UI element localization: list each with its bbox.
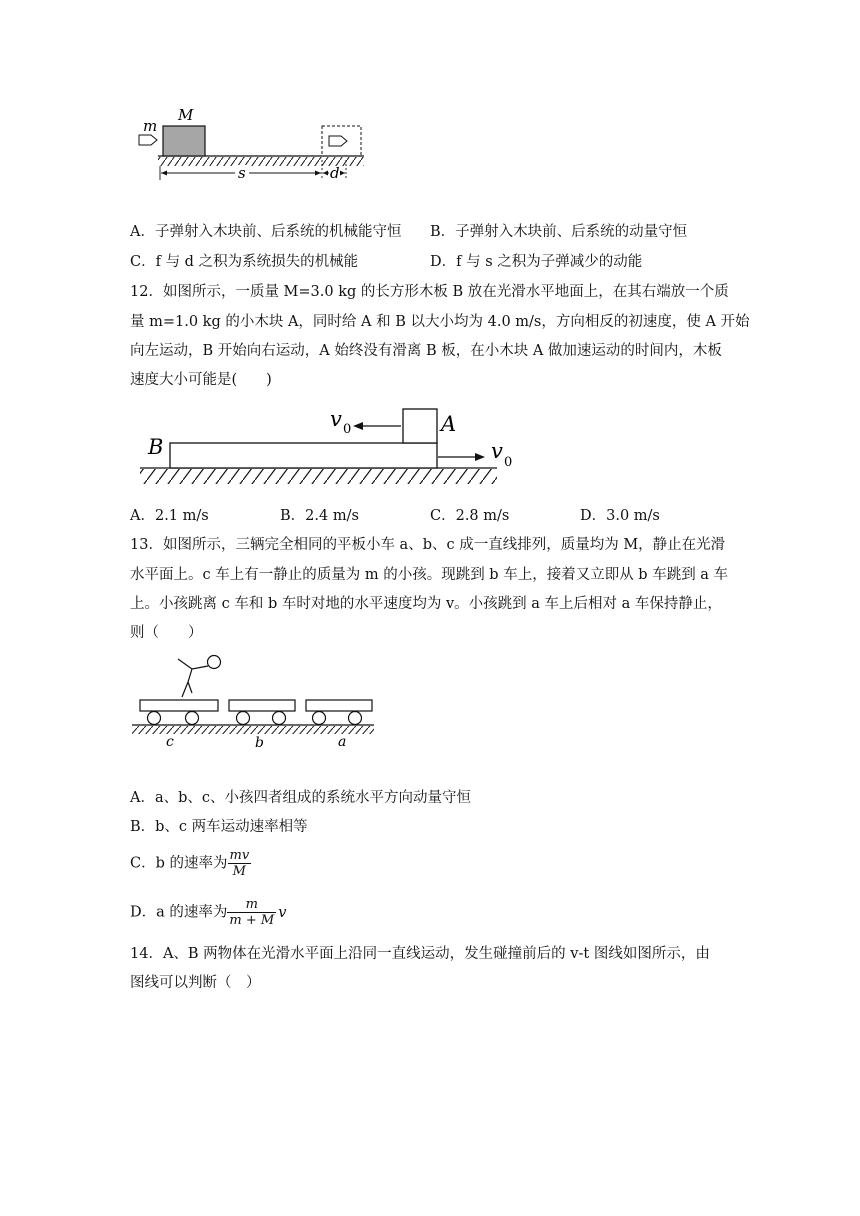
- q12-line-2: 量 m=1.0 kg 的小木块 A，同时给 A 和 B 以大小均为 4.0 m/s，方向相反的初速度，使 A 开始: [130, 314, 750, 330]
- q12-option-c: C．2.8 m/s: [430, 508, 510, 524]
- q12-option-a: A．2.1 m/s: [130, 508, 209, 524]
- q12-option-d: D．3.0 m/s: [580, 508, 660, 524]
- child-body: [178, 659, 208, 697]
- bullet-m: [139, 135, 157, 145]
- label-s: s: [238, 164, 246, 182]
- label-m: m: [143, 117, 158, 135]
- cart-a: [306, 700, 372, 711]
- q13-option-c-fraction: $\frac{mv}{M}$: [229, 848, 250, 879]
- ground-hatch: [132, 726, 374, 734]
- embedded-bullet: [329, 136, 347, 146]
- q12-line-1: 12．如图所示，一质量 M=3.0 kg 的长方形木板 B 放在光滑水平地面上，在其右端放一个质: [130, 284, 729, 300]
- ground-hatch: [140, 469, 497, 484]
- plank-block-figure: [135, 400, 525, 492]
- q13-line-3: 上。小孩跳离 c 车和 b 车时对地的水平速度均为 v。小孩跳到 a 车上后相对 a 车保持静止，: [130, 596, 722, 612]
- label-v0-right: v: [491, 439, 503, 463]
- q14-line-1: 14．A、B 两物体在光滑水平面上沿同一直线运动，发生碰撞前后的 v-t 图线如图所示，由: [130, 946, 710, 962]
- three-carts-figure: [130, 648, 380, 752]
- q13-line-1: 13．如图所示，三辆完全相同的平板小车 a、b、c 成一直线排列，质量均为 M，静止在光滑: [130, 537, 726, 553]
- block-A: [403, 409, 437, 443]
- q13-option-a: A．a、b、c、小孩四者组成的系统水平方向动量守恒: [130, 790, 472, 806]
- label-b: b: [255, 735, 264, 751]
- label-a: a: [338, 734, 347, 750]
- cart-b: [229, 700, 295, 711]
- child-head: [208, 656, 221, 669]
- q12-line-3: 向左运动，B 开始向右运动，A 始终没有滑离 B 板，在小木块 A 做加速运动的时间内，木板: [130, 343, 722, 359]
- q13-option-d-suffix: v: [278, 904, 287, 921]
- q13-line-4: 则（ ）: [130, 625, 203, 641]
- q13-option-d-prefix: D．a 的速率为: [130, 904, 228, 921]
- board-B: [170, 443, 437, 468]
- q11-option-d: D．f 与 s 之积为子弹减少的动能: [430, 254, 643, 270]
- label-A: A: [441, 412, 457, 436]
- label-v0-left: v: [330, 407, 342, 431]
- q13-option-c-prefix: C．b 的速率为: [130, 855, 228, 872]
- q11-option-a: A．子弹射入木块前、后系统的机械能守恒: [130, 224, 402, 240]
- block-M: [163, 126, 205, 156]
- q12-line-4: 速度大小可能是( ): [130, 372, 272, 388]
- bullet-block-figure: [130, 100, 380, 190]
- label-M: M: [178, 106, 194, 124]
- svg-text:0: 0: [343, 422, 352, 437]
- label-c: c: [166, 734, 174, 750]
- q13-option-c: [130, 848, 251, 879]
- q13-option-b: B．b、c 两车运动速率相等: [130, 819, 308, 835]
- label-d: d: [330, 164, 340, 182]
- q13-line-2: 水平面上。c 车上有一静止的质量为 m 的小孩。现跳到 b 车上，接着又立即从 b 车跳到 a 车: [130, 567, 729, 583]
- q11-option-b: B．子弹射入木块前、后系统的动量守恒: [430, 224, 688, 240]
- q13-option-d-fraction: $\frac{m}{m + M}$: [229, 897, 275, 928]
- q14-line-2: 图线可以判断（ ）: [130, 975, 261, 991]
- q11-option-c: C．f 与 d 之积为系统损失的机械能: [130, 254, 359, 270]
- cart-c: [140, 700, 218, 711]
- q13-option-d: [130, 897, 286, 928]
- q12-option-b: B．2.4 m/s: [280, 508, 359, 524]
- label-B: B: [148, 435, 164, 459]
- svg-text:0: 0: [504, 455, 513, 470]
